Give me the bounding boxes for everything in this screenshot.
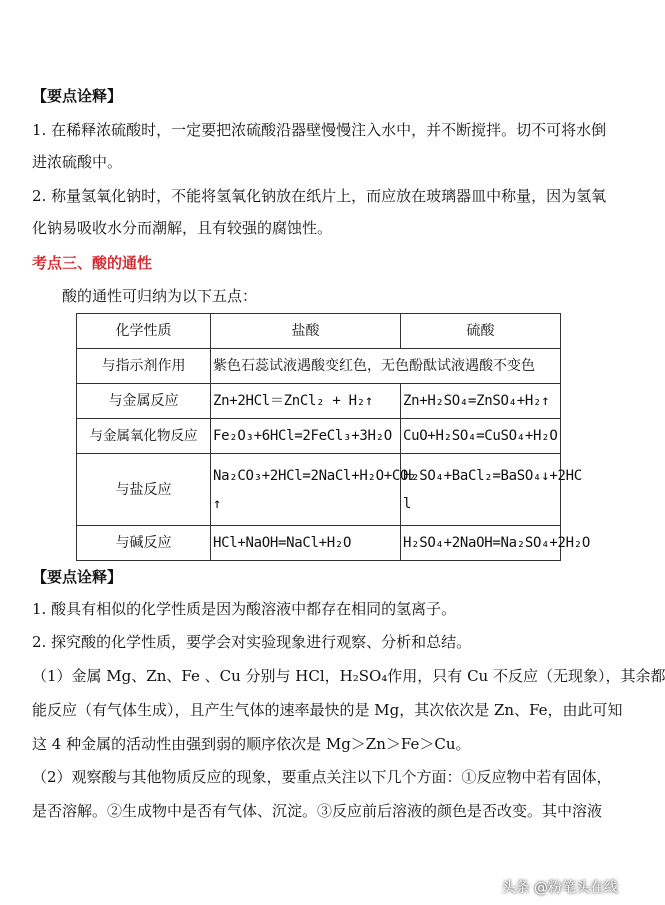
header-h2so4: 硫酸 [401, 314, 561, 349]
section1-heading: 【要点诠释】 [32, 87, 123, 105]
hcl-equation: Fe₂O₃+6HCl=2FeCl₃+3H₂O [211, 419, 401, 454]
header-hcl: 盐酸 [211, 314, 401, 349]
hcl-equation-line1: Na₂CO₃+2HCl=2NaCl+H₂O+CO₂ [213, 467, 417, 484]
hcl-equation-line2: ↑ [213, 495, 222, 512]
note1-line2: 进浓硫酸中。 [32, 153, 123, 171]
table-header-row [77, 314, 561, 349]
point4-line2: 是否溶解。②生成物中是否有气体、沉淀。③反应前后溶液的颜色是否改变。其中溶液 [32, 802, 603, 820]
point3-line2: 能反应（有气体生成），且产生气体的速率最快的是 Mg，其次依次是 Zn、Fe，由此可知 [32, 701, 623, 719]
point2: 2. 探究酸的化学性质，要学会对实验现象进行观察、分析和总结。 [32, 633, 472, 651]
table-row [77, 419, 561, 454]
table-row [77, 384, 561, 419]
header-property: 化学性质 [77, 314, 211, 349]
property-cell: 与金属反应 [77, 384, 211, 419]
h2so4-equation-line2: l [403, 495, 412, 512]
note2-line1: 2. 称量氢氧化钠时，不能将氢氧化钠放在纸片上，而应放在玻璃器皿中称量，因为氢氧 [32, 187, 607, 205]
hcl-equation: Zn+2HCl＝ZnCl₂ + H₂↑ [211, 384, 401, 419]
h2so4-equation: Zn+H₂SO₄=ZnSO₄+H₂↑ [401, 384, 561, 419]
property-cell: 与金属氧化物反应 [77, 419, 211, 454]
intro-text: 酸的通性可归纳为以下五点： [62, 287, 258, 305]
h2so4-equation [401, 454, 582, 526]
hcl-equation: HCl+NaOH=NaCl+H₂O [211, 526, 401, 561]
note2-line2: 化钠易吸收水分而潮解，且有较强的腐蚀性。 [32, 219, 333, 237]
table-row [77, 526, 561, 561]
h2so4-equation: CuO+H₂SO₄=CuSO₄+H₂O [401, 419, 561, 454]
property-cell: 与碱反应 [77, 526, 211, 561]
point1: 1. 酸具有相似的化学性质是因为酸溶液中都存在相同的氢离子。 [32, 600, 457, 618]
table-row [77, 349, 561, 384]
property-cell: 与指示剂作用 [77, 349, 211, 384]
point3-line3: 这 4 种金属的活动性由强到弱的顺序依次是 Mg＞Zn＞Fe＞Cu。 [32, 735, 471, 753]
note1-line1: 1. 在稀释浓硫酸时，一定要把浓硫酸沿器壁慢慢注入水中，并不断搅拌。切不可将水倒 [32, 121, 607, 139]
point4-line1: （2）观察酸与其他物质反应的现象，要重点关注以下几个方面：①反应物中若有固体， [32, 768, 612, 786]
table-row [77, 454, 561, 526]
h2so4-equation-line1: H₂SO₄+BaCl₂=BaSO₄↓+2HC [403, 467, 582, 484]
indicator-cell: 紫色石蕊试液遇酸变红色，无色酚酞试液遇酸不变色 [211, 349, 561, 384]
section-title: 考点三、酸的通性 [32, 254, 153, 272]
watermark: 头条 @粉笔头在线 [501, 880, 618, 896]
hcl-equation [211, 454, 417, 526]
section3-heading: 【要点诠释】 [32, 568, 123, 586]
acid-properties-table [76, 313, 590, 561]
point3-line1: （1）金属 Mg、Zn、Fe 、Cu 分别与 HCl，H₂SO₄作用，只有 Cu 不反应（无现象），其余都 [32, 667, 665, 685]
property-cell: 与盐反应 [77, 454, 211, 526]
h2so4-equation: H₂SO₄+2NaOH=Na₂SO₄+2H₂O [401, 526, 561, 561]
